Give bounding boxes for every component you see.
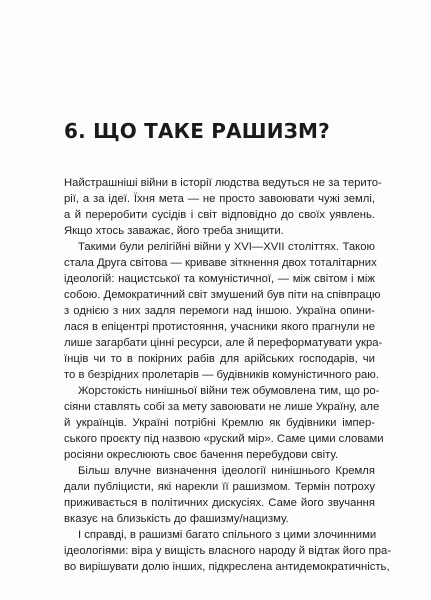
text-line: Більш влучне визначення ідеології нинішнього Кремля [78,465,375,477]
text-line: сіяни ставлять собі за мету завоювати не лише Україну, але [64,401,380,413]
paragraph-1 [64,175,382,239]
text-line: росіяни окреслюють своє бачення перебудови світу. [64,449,339,461]
text-line: Найстрашніші війни в історії людства ведуться не за терито- [64,177,382,189]
text-line: лише загарбати цінні ресурси, але й переформатувати укра- [64,337,383,349]
text-line: й українців. Україні потрібні Кремлю як будівники імпер- [64,417,375,429]
text-line: І справді, в рашизмі багато спільного з цими злочинними [78,529,377,541]
text-line: стала Друга світова — криваве зіткнення двох тоталітарних [64,257,377,269]
paragraph-2 [64,239,383,383]
chapter-body [64,175,392,575]
text-line: ідеологіями: віра у вищість власного народу й відтак його пра- [64,545,392,557]
text-line: то в безрідних пролетарів — будівників комуністичного раю. [64,369,379,381]
text-line: собою. Демократичний світ змушений був піти на співпрацю [64,289,381,301]
text-line: приживається в політичних дискусіях. Саме його звучання [64,497,375,509]
paragraph-4 [64,463,375,527]
text-line: во вирішувати долю інших, підкреслена антидемократичність, [64,561,390,573]
text-line: а й переробити сусідів і світ відповідно до своїх уявлень. [64,209,375,221]
text-line: ідеологій: нацистської та комуністичної, — між світом і між [64,273,375,285]
text-line: лася в епіцентрі протистояння, учасники якого прагнули не [64,321,375,333]
text-line: Такими були релігійні війни у XVI—XVII століттях. Такою [78,241,375,253]
text-line: їнців чи то в покірних рабів для арійських господарів, чи [64,353,375,365]
text-line: Жорстокість нинішньої війни теж обумовлена тим, що ро- [78,385,380,397]
text-line: з однією з них задля перемоги над іншою. Україна опини- [64,305,375,317]
text-line: рії, а за ідеї. Їхня мета — не просто завоювати чужі землі, [64,193,375,205]
paragraph-3 [64,383,384,463]
text-line: дали публіцисти, які нарекли її рашизмом. Термін потроху [64,481,375,493]
paragraph-5 [64,527,392,575]
text-line: Якщо хтось заважає, його треба знищити. [64,225,284,237]
text-line: вказує на близькість до фашизму/нацизму. [64,513,289,525]
chapter-title: 6. ЩО ТАКЕ РАШИЗМ? [64,119,330,143]
text-line: ського проєкту під назвою «руский мір». Саме цими словами [64,433,384,445]
